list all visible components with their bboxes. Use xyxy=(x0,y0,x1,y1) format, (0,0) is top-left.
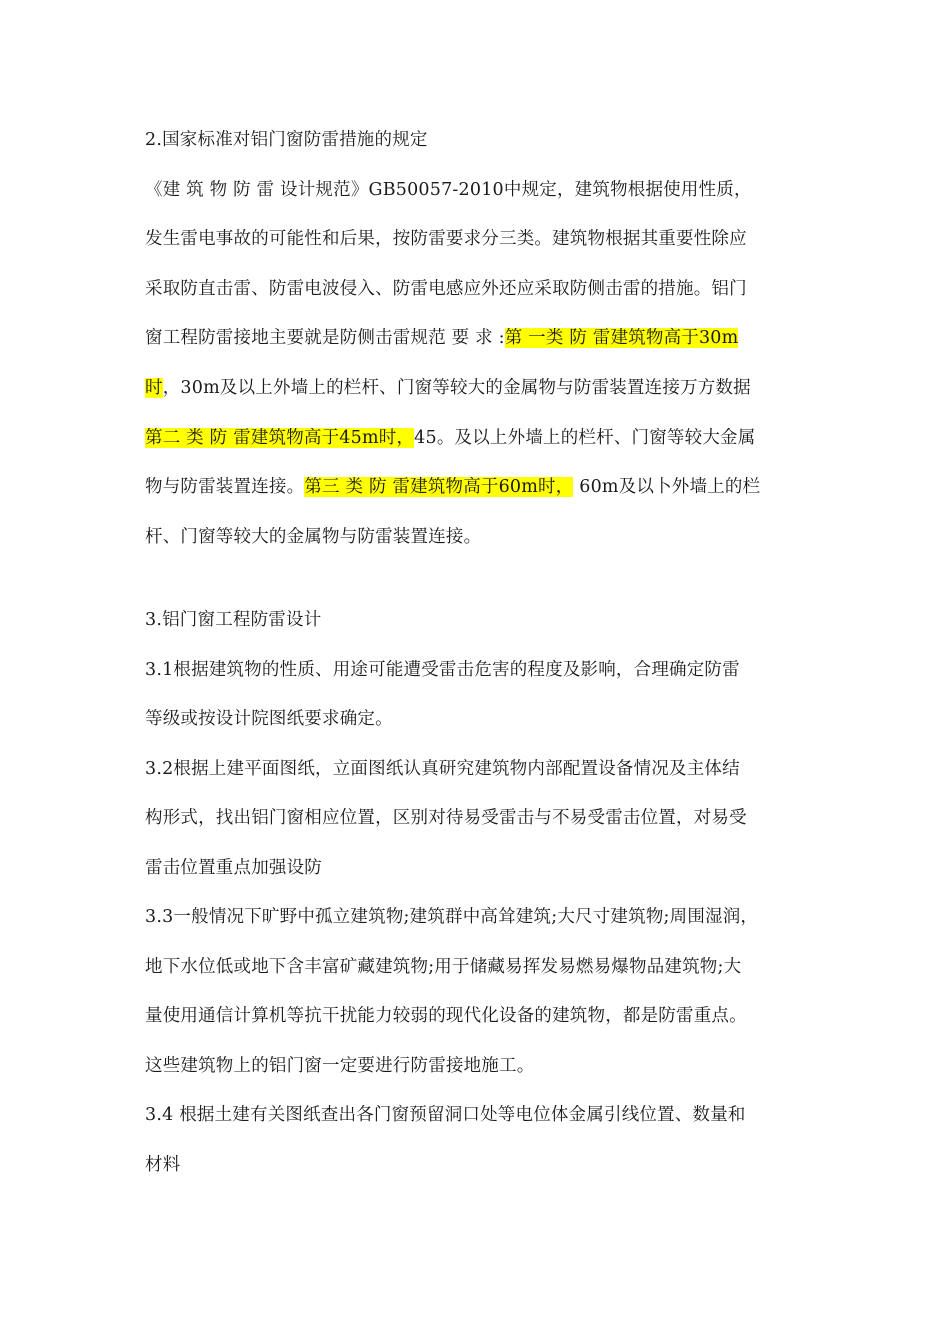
section3-2-line: 3.2根据上建平面图纸，立面图纸认真研究建筑物内部配置设备情况及主体结 xyxy=(145,759,740,779)
section3-3-line: 地下水位低或地下含丰富矿藏建筑物;用于储藏易挥发易燃易爆物品建筑物;大 xyxy=(145,957,742,977)
paragraph-text: 45。及以上外墙上的栏杆、门窗等较大金属 xyxy=(414,428,756,448)
section2-paragraph-line: 发生雷电事故的可能性和后果，按防雷要求分三类。建筑物根据其重要性除应 xyxy=(145,229,747,249)
highlighted-text-class1-cont: 时 xyxy=(145,378,163,398)
section2-paragraph-line xyxy=(145,376,825,400)
paragraph-text: 60m及以卜外墙上的栏 xyxy=(573,477,761,497)
section2-paragraph-line xyxy=(145,426,825,450)
section3-4-line: 材料 xyxy=(145,1155,181,1175)
paragraph-text: 物与防雷装置连接。 xyxy=(145,477,305,497)
section3-3-line: 3.3一般情况下旷野中孤立建筑物;建筑群中高耸建筑;大尺寸建筑物;周围湿润， xyxy=(145,907,759,927)
section3-1-line: 3.1根据建筑物的性质、用途可能遭受雷击危害的程度及影响，合理确定防雷 xyxy=(145,660,740,680)
section2-paragraph-line xyxy=(145,326,825,350)
section3-heading: 3.铝门窗工程防雷设计 xyxy=(145,610,322,630)
section3-1-line: 等级或按设计院图纸要求确定。 xyxy=(145,709,393,729)
section2-paragraph-line: 采取防直击雷、防雷电波侵入、防雷电感应外还应采取防侧击雷的措施。铝门 xyxy=(145,279,747,299)
section2-paragraph-line: 《建 筑 物 防 雷 设计规范》GB50057-2010中规定，建筑物根据使用性质， xyxy=(145,180,752,200)
section3-2-line: 构形式，找出铝门窗相应位置，区别对待易受雷击与不易受雷击位置，对易受 xyxy=(145,808,747,828)
highlighted-text-class2: 第二 类 防 雷建筑物高于45m时， xyxy=(145,428,415,448)
section3-3-line: 量使用通信计算机等抗干扰能力较弱的现代化设备的建筑物，都是防雷重点。 xyxy=(145,1006,747,1026)
section3-3-line: 这些建筑物上的铝门窗一定要进行防雷接地施工。 xyxy=(145,1056,535,1076)
section3-2-line: 雷击位置重点加强设防 xyxy=(145,858,322,878)
paragraph-text: ，30m及以上外墙上的栏杆、门窗等较大的金属物与防雷装置连接万方数据 xyxy=(162,378,751,398)
section3-4-line: 3.4 根据土建有关图纸查出各门窗预留洞口处等电位体金属引线位置、数量和 xyxy=(145,1105,746,1125)
section2-heading: 2.国家标准对铝门窗防雷措施的规定 xyxy=(145,130,428,150)
section2-paragraph-line: 杆、门窗等较大的金属物与防雷装置连接。 xyxy=(145,527,482,547)
section2-paragraph-line xyxy=(145,475,825,499)
highlighted-text-class3: 第三 类 防 雷建筑物高于60m时， xyxy=(304,477,574,497)
paragraph-text: 窗工程防雷接地主要就是防侧击雷规范 要 求 : xyxy=(145,328,505,348)
highlighted-text-class1: 第 一类 防 雷建筑物高于30m xyxy=(504,328,739,348)
